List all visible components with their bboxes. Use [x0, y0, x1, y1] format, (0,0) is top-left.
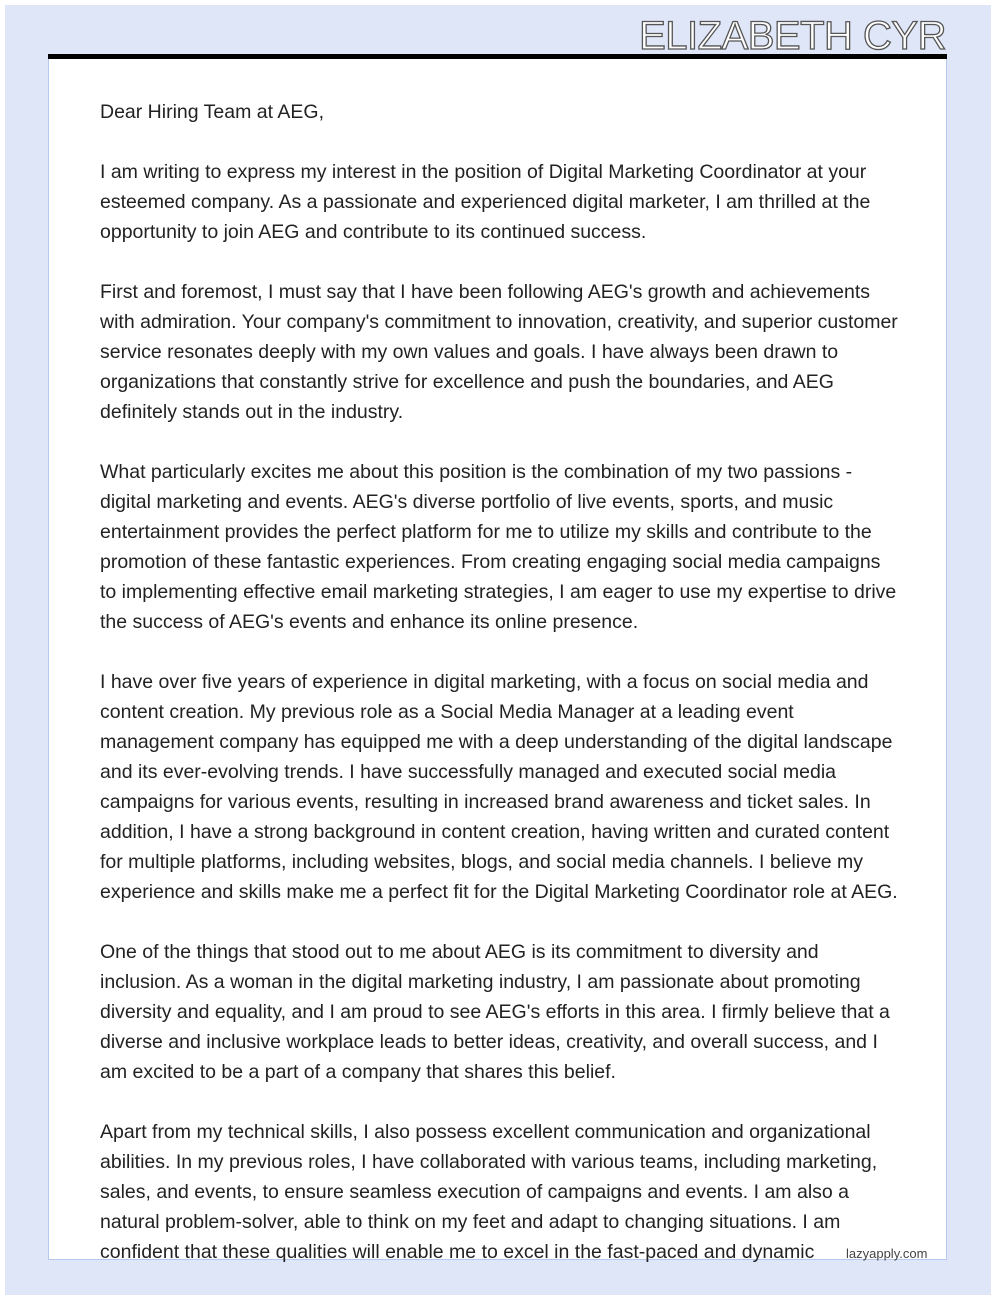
paragraph: One of the things that stood out to me about AEG is its commitment to diversity and inclusion. As a woman in the digital marketing industry, I am passionate about promoting diversity and equality, and I am proud to see AEG's efforts in this area. I firmly believe that a diverse and inclusive workplace leads to better ideas, creativity, and overall success, and I am excited to be a part of a company that shares this belief. [100, 941, 890, 1083]
applicant-name: ELIZABETH CYR [639, 14, 946, 58]
paragraph: Apart from my technical skills, I also possess excellent communication and organizational abilities. In my previous roles, I have collaborated with various teams, including marketing, sales, and events, to ensure seamless execution of campaigns and events. I am also a natural problem-solver, able to think on my feet and adapt to changing situations. I am confident that these qualities will enable me to excel in the fast-paced and dynamic [100, 1121, 878, 1263]
paragraph: I am writing to express my interest in the position of Digital Marketing Coordinator at your esteemed company. As a passionate and experienced digital marketer, I am thrilled at the opportunity to join AEG and contribute to its continued success. [100, 161, 871, 243]
letter-body [100, 97, 900, 1297]
paragraph: What particularly excites me about this position is the combination of my two passions - digital marketing and events. AEG's diverse portfolio of live events, sports, and music entertainment provides the perfect platform for me to utilize my skills and contribute to the promotion of these fantastic experiences. From creating engaging social media campaigns to implementing effective email marketing strategies, I am eager to use my expertise to drive the success of AEG's events and enhance its online presence. [100, 461, 897, 633]
watermark: lazyapply.com [846, 1246, 928, 1261]
paragraph: I have over five years of experience in digital marketing, with a focus on social media and content creation. My previous role as a Social Media Manager at a leading event management company has equipped me with a deep understanding of the digital landscape and its ever-evolving trends. I have successfully managed and executed social media campaigns for various events, resulting in increased brand awareness and ticket sales. In addition, I have a strong background in content creation, having written and curated content for multiple platforms, including websites, blogs, and social media channels. I believe my experience and skills make me a perfect fit for the Digital Marketing Coordinator role at AEG. [100, 671, 898, 903]
salutation: Dear Hiring Team at AEG, [100, 101, 324, 123]
paragraph: First and foremost, I must say that I have been following AEG's growth and achievements with admiration. Your company's commitment to innovation, creativity, and superior customer service resonates deeply with my own values and goals. I have always been drawn to organizations that constantly strive for excellence and push the boundaries, and AEG definitely stands out in the industry. [100, 281, 898, 423]
